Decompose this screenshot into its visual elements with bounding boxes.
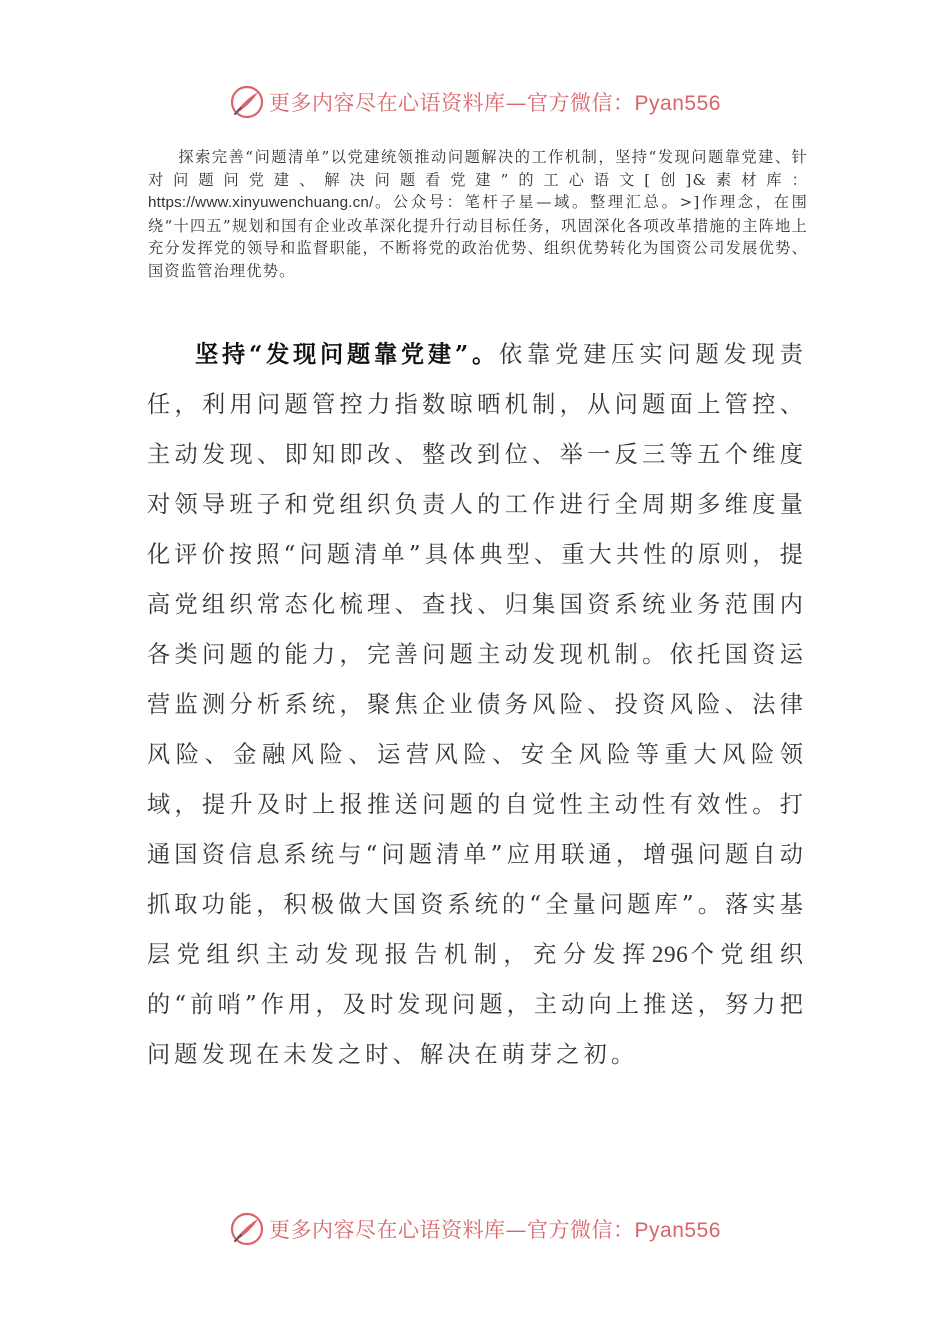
intro-paragraph [148, 146, 808, 283]
intro-text-1: 探索完善“问题清单”以党建统领推动问题解决的工作机制，坚持“发现问题靠党建、针对问题问党建、解决问题看党建”的工心语文[创]&素材库： [148, 148, 808, 189]
body-number: 296 [651, 942, 689, 968]
feather-pen-logo-icon [229, 84, 265, 120]
banner-text [269, 1214, 721, 1244]
feather-pen-logo-icon [229, 1211, 265, 1247]
body-paragraph [147, 330, 807, 1080]
banner-wechat-id: Pyan556 [634, 1219, 721, 1242]
header-banner [0, 82, 950, 122]
section-heading: 坚持“发现问题靠党建”。 [195, 341, 499, 368]
banner-label: 更多内容尽在心语资料库—官方微信： [269, 91, 635, 115]
intro-text-2: 。公众号：笔杆子星—域。整理汇总。>]作理念，在围绕“十四五”规划和国有企业改革深化提升行动目标任务，巩固深化各项改革措施的主阵地上充分发挥党的领导和监督职能，不断将党的政治优势、组织优势转化为国资公司发展优势、国资监管治理优势。 [148, 193, 808, 280]
banner-text [269, 87, 721, 117]
banner-label: 更多内容尽在心语资料库—官方微信： [269, 1218, 635, 1242]
banner-wechat-id: Pyan556 [634, 92, 721, 115]
body-text-1: 依靠党建压实问题发现责任，利用问题管控力指数晾晒机制，从问题面上管控、主动发现、即知即改、整改到位、举一反三等五个维度对领导班子和党组织负责人的工作进行全周期多维度量化评价按照“问题清单”具体典型、重大共性的原则，提高党组织常态化梳理、查找、归集国资系统业务范围内各类问题的能力，完善问题主动发现机制。依托国资运营监测分析系统，聚焦企业债务风险、投资风险、法律风险、金融风险、运营风险、安全风险等重大风险领域，提升及时上报推送问题的自觉性主动性有效性。打通国资信息系统与“问题清单”应用联通，增强问题自动抓取功能，积极做大国资系统的“全量问题库”。落实基层党组织主动发现报告机制，充分发挥 [147, 341, 807, 968]
intro-url: https://www.xinyuwenchuang.cn/ [148, 194, 374, 212]
footer-banner [0, 1209, 950, 1249]
body-text-2: 个党组织的“前哨”作用，及时发现问题，主动向上推送，努力把问题发现在未发之时、解决在萌芽之初。 [147, 941, 807, 1068]
